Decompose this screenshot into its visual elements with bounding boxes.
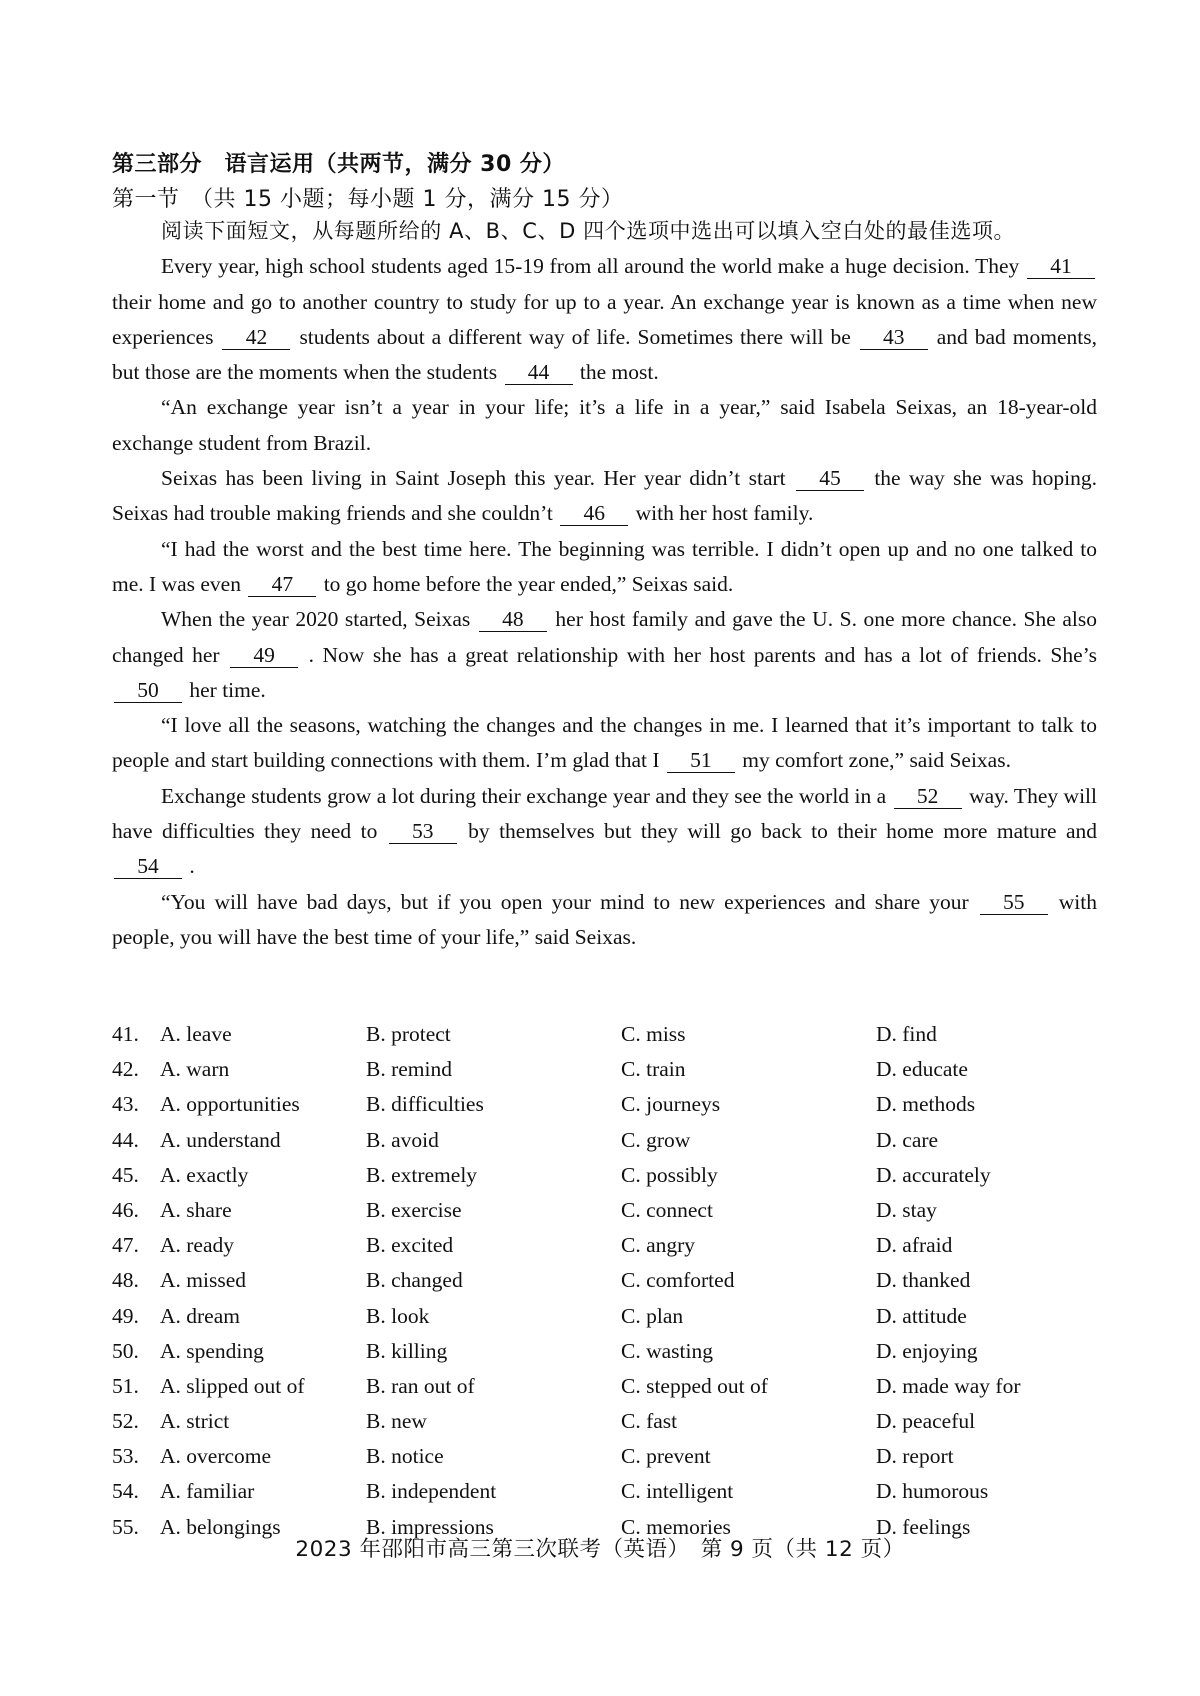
passage-text: by themselves but they will go back to their home more mature and bbox=[458, 819, 1097, 844]
option-c: C. stepped out of bbox=[621, 1373, 768, 1398]
question-number: 51. bbox=[112, 1373, 139, 1398]
blank-42: 42 bbox=[222, 325, 290, 350]
option-b: B. remind bbox=[366, 1057, 452, 1082]
question-number: 54. bbox=[112, 1479, 139, 1504]
option-b: B. avoid bbox=[366, 1127, 439, 1152]
passage-text: with people, you will have the best time of your life,” said Seixas. bbox=[112, 889, 1097, 949]
blank-43: 43 bbox=[860, 325, 928, 350]
blank-44: 44 bbox=[505, 360, 573, 385]
page-footer: 2023 年邵阳市高三第三次联考（英语） 第 9 页（共 12 页） bbox=[295, 1537, 905, 1562]
option-d: D. attitude bbox=[876, 1303, 967, 1328]
passage-paragraph bbox=[112, 390, 1097, 461]
cloze-passage bbox=[112, 214, 1097, 955]
option-d: D. afraid bbox=[876, 1233, 953, 1258]
question-number: 41. bbox=[112, 1022, 139, 1046]
option-c: C. grow bbox=[621, 1127, 691, 1152]
passage-text: my comfort zone,” said Seixas. bbox=[736, 748, 1011, 773]
option-d: D. enjoying bbox=[876, 1338, 978, 1363]
option-c: C. plan bbox=[621, 1303, 684, 1328]
blank-54: 54 bbox=[114, 854, 182, 879]
option-b: B. excited bbox=[366, 1233, 454, 1258]
question-row bbox=[112, 1057, 1112, 1092]
option-c: C. fast bbox=[621, 1409, 678, 1434]
option-c: C. memories bbox=[621, 1514, 731, 1539]
option-c: C. journeys bbox=[621, 1092, 721, 1117]
question-row bbox=[112, 1444, 1112, 1479]
question-row bbox=[112, 1163, 1112, 1198]
passage-text: . bbox=[184, 854, 195, 879]
passage-text: students about a different way of life. Sometimes there will be bbox=[292, 324, 858, 349]
option-a: A. understand bbox=[160, 1127, 281, 1152]
passage-paragraph bbox=[112, 885, 1097, 956]
passage-paragraph bbox=[112, 461, 1097, 532]
passage-paragraph bbox=[112, 532, 1097, 603]
passage-text: Every year, high school students aged 15-19 from all around the world make a huge decision. They bbox=[161, 254, 1025, 279]
option-b: B. look bbox=[366, 1303, 430, 1328]
question-number: 42. bbox=[112, 1057, 139, 1082]
option-d: D. made way for bbox=[876, 1373, 1021, 1398]
option-d: D. accurately bbox=[876, 1162, 991, 1187]
option-c: C. angry bbox=[621, 1233, 696, 1258]
question-number: 55. bbox=[112, 1514, 139, 1539]
option-b: B. exercise bbox=[366, 1197, 462, 1222]
option-b: B. changed bbox=[366, 1268, 463, 1293]
passage-text: way. They will have difficulties they need to bbox=[112, 783, 1097, 844]
passage-text: their home and go to another country to study for up to a year. An exchange year is known as a time when new experiences bbox=[112, 289, 1097, 349]
passage-text: her host family and gave the U. S. one more chance. She also changed her bbox=[112, 607, 1097, 667]
passage-text: to go home before the year ended,” Seixas said. bbox=[318, 571, 734, 596]
passage-paragraph bbox=[112, 249, 1097, 390]
question-number: 49. bbox=[112, 1303, 139, 1328]
option-a: A. slipped out of bbox=[160, 1373, 305, 1398]
question-row bbox=[112, 1092, 1112, 1127]
option-c: C. possibly bbox=[621, 1162, 718, 1187]
option-a: A. overcome bbox=[160, 1444, 272, 1469]
option-a: A. strict bbox=[160, 1409, 230, 1434]
option-d: D. feelings bbox=[876, 1514, 971, 1539]
option-d: D. report bbox=[876, 1444, 954, 1469]
question-number: 53. bbox=[112, 1444, 139, 1469]
question-number: 47. bbox=[112, 1233, 139, 1258]
option-c: C. wasting bbox=[621, 1338, 713, 1363]
blank-41: 41 bbox=[1027, 254, 1095, 279]
blank-53: 53 bbox=[389, 819, 457, 844]
part-title: 第三部分 语言运用（共两节，满分 30 分） bbox=[112, 152, 565, 177]
option-d: D. find bbox=[876, 1022, 937, 1046]
passage-paragraph bbox=[112, 602, 1097, 708]
option-a: A. exactly bbox=[160, 1162, 249, 1187]
passage-text: . Now she has a great relationship with her host parents and has a lot of friends. She’s bbox=[300, 642, 1097, 667]
question-row bbox=[112, 1022, 1112, 1057]
option-a: A. ready bbox=[160, 1233, 235, 1258]
blank-46: 46 bbox=[560, 501, 628, 526]
blank-45: 45 bbox=[796, 466, 864, 491]
option-b: B. killing bbox=[366, 1338, 448, 1363]
question-row bbox=[112, 1304, 1112, 1339]
passage-text: “I had the worst and the best time here. The beginning was terrible. I didn’t open up and no one talked to me. I was even bbox=[112, 536, 1097, 596]
option-a: A. familiar bbox=[160, 1479, 255, 1504]
option-a: A. dream bbox=[160, 1303, 240, 1328]
option-b: B. new bbox=[366, 1409, 427, 1434]
option-b: B. extremely bbox=[366, 1162, 478, 1187]
option-d: D. methods bbox=[876, 1092, 976, 1117]
passage-text: the most. bbox=[574, 360, 659, 385]
passage-paragraph bbox=[112, 708, 1097, 779]
question-row bbox=[112, 1268, 1112, 1303]
passage-text: Seixas has been living in Saint Joseph this year. Her year didn’t start bbox=[161, 466, 794, 491]
blank-51: 51 bbox=[667, 748, 735, 773]
passage-body bbox=[112, 249, 1097, 955]
passage-text: her time. bbox=[184, 677, 266, 702]
blank-48: 48 bbox=[479, 607, 547, 632]
option-b: B. ran out of bbox=[366, 1373, 475, 1398]
blank-55: 55 bbox=[980, 890, 1048, 915]
option-d: D. humorous bbox=[876, 1479, 989, 1504]
passage-text: “I love all the seasons, watching the changes and the changes in me. I learned that it’s important to talk to people and start building connections with them. I’m glad that I bbox=[112, 713, 1097, 773]
question-row bbox=[112, 1409, 1112, 1444]
option-b: B. notice bbox=[366, 1444, 444, 1469]
option-c: C. prevent bbox=[621, 1444, 711, 1469]
option-c: C. intelligent bbox=[621, 1479, 734, 1504]
option-b: B. impressions bbox=[366, 1514, 494, 1539]
option-d: D. care bbox=[876, 1127, 939, 1152]
option-d: D. educate bbox=[876, 1057, 968, 1082]
question-row bbox=[112, 1479, 1112, 1514]
option-c: C. miss bbox=[621, 1022, 686, 1046]
answer-options bbox=[112, 1022, 1112, 1550]
question-number: 52. bbox=[112, 1409, 139, 1434]
instruction-text: 阅读下面短文，从每题所给的 A、B、C、D 四个选项中选出可以填入空白处的最佳选项。 bbox=[161, 219, 1016, 243]
question-row bbox=[112, 1128, 1112, 1163]
option-a: A. opportunities bbox=[160, 1092, 300, 1117]
passage-text: and bad moments, but those are the moments when the students bbox=[112, 324, 1097, 385]
passage-text: “You will have bad days, but if you open your mind to new experiences and share your bbox=[161, 889, 978, 914]
passage-text: When the year 2020 started, Seixas bbox=[161, 607, 477, 632]
blank-52: 52 bbox=[894, 784, 962, 809]
passage-text: the way she was hoping. Seixas had trouble making friends and she couldn’t bbox=[112, 466, 1098, 526]
option-c: C. comforted bbox=[621, 1268, 735, 1293]
question-number: 50. bbox=[112, 1338, 139, 1363]
option-d: D. peaceful bbox=[876, 1409, 976, 1434]
option-b: B. difficulties bbox=[366, 1092, 484, 1117]
option-d: D. thanked bbox=[876, 1268, 971, 1293]
question-number: 44. bbox=[112, 1127, 139, 1152]
option-a: A. warn bbox=[160, 1057, 230, 1082]
option-d: D. stay bbox=[876, 1197, 937, 1222]
option-a: A. leave bbox=[160, 1022, 232, 1046]
option-c: C. connect bbox=[621, 1197, 713, 1222]
passage-paragraph bbox=[112, 779, 1097, 885]
question-number: 43. bbox=[112, 1092, 139, 1117]
question-row bbox=[112, 1339, 1112, 1374]
blank-50: 50 bbox=[114, 678, 182, 703]
option-a: A. spending bbox=[160, 1338, 264, 1363]
question-row bbox=[112, 1374, 1112, 1409]
option-a: A. missed bbox=[160, 1268, 246, 1293]
section-title: 第一节 （共 15 小题；每小题 1 分，满分 15 分） bbox=[112, 187, 624, 212]
question-number: 45. bbox=[112, 1162, 139, 1187]
blank-47: 47 bbox=[248, 572, 316, 597]
question-row bbox=[112, 1198, 1112, 1233]
passage-text: “An exchange year isn’t a year in your life; it’s a life in a year,” said Isabela Seixas, an 18-year-old exchange student from Brazil. bbox=[112, 395, 1097, 455]
option-a: A. belongings bbox=[160, 1514, 281, 1539]
option-c: C. train bbox=[621, 1057, 686, 1082]
question-row bbox=[112, 1233, 1112, 1268]
blank-49: 49 bbox=[230, 643, 298, 668]
passage-text: Exchange students grow a lot during their exchange year and they see the world in a bbox=[161, 783, 892, 808]
question-number: 48. bbox=[112, 1268, 139, 1293]
option-b: B. independent bbox=[366, 1479, 497, 1504]
option-b: B. protect bbox=[366, 1022, 451, 1046]
question-number: 46. bbox=[112, 1197, 139, 1222]
passage-text: with her host family. bbox=[630, 501, 814, 526]
option-a: A. share bbox=[160, 1197, 232, 1222]
